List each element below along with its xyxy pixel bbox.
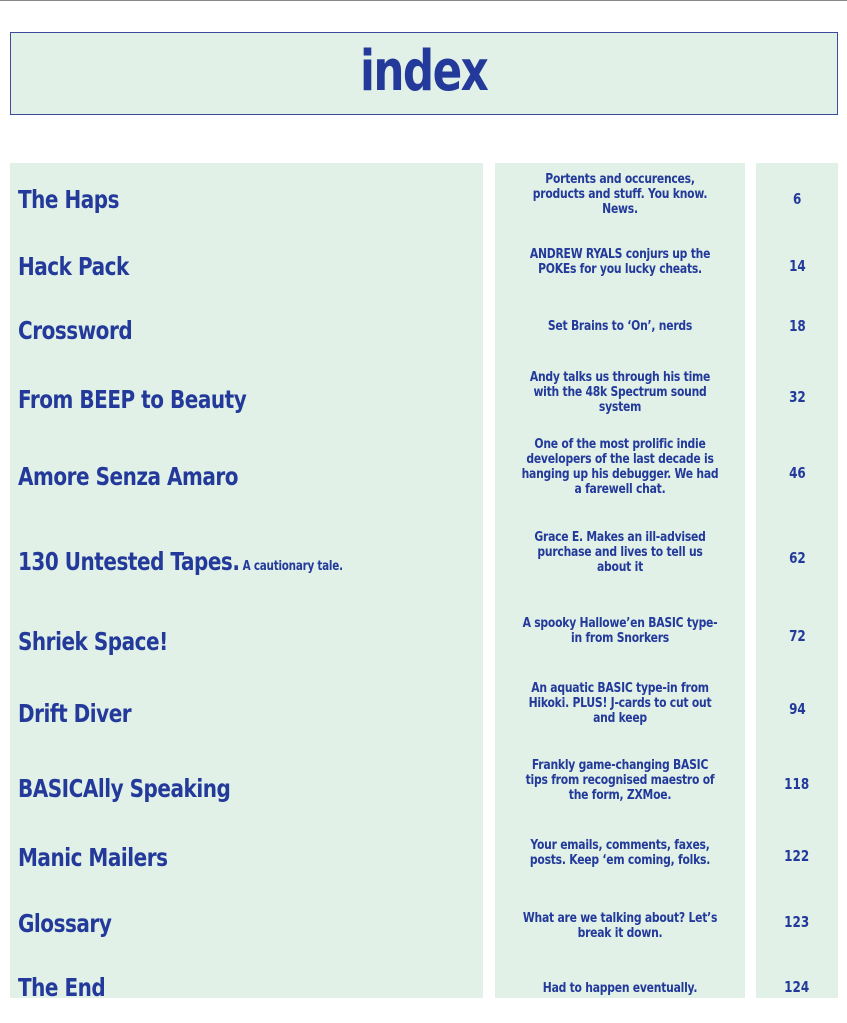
entry-page-number[interactable]: 118 <box>784 775 810 793</box>
entry-description: Had to happen eventually. <box>542 979 698 996</box>
entry-title[interactable]: From BEEP to Beauty <box>18 384 247 414</box>
entry-note: A cautionary tale. <box>242 558 343 574</box>
entry-page-number[interactable]: 94 <box>788 700 806 718</box>
entry-title[interactable]: The Haps <box>18 184 120 214</box>
entry-description: Set Brains to ‘On’, nerds <box>547 317 693 334</box>
entry-title[interactable]: Manic Mailers <box>18 842 168 872</box>
entry-page-number[interactable]: 6 <box>792 190 802 208</box>
entry-title[interactable]: Shriek Space! <box>18 626 168 656</box>
entry-page-number[interactable]: 122 <box>784 847 810 865</box>
pages-column <box>756 163 838 998</box>
entry-title[interactable]: Amore Senza Amaro <box>18 461 239 491</box>
top-rule <box>0 0 847 1</box>
entry-description: One of the most prolific indie developers of the last decade is hanging up his debugger. We had a farewell chat. <box>521 436 719 497</box>
titles-column <box>10 163 483 1002</box>
descriptions-column <box>495 163 745 998</box>
entry-description: ANDREW RYALS conjurs up the POKEs for you lucky cheats. <box>529 246 711 277</box>
index-header <box>10 32 838 115</box>
entry-title[interactable]: Hack Pack <box>18 251 129 281</box>
entry-title[interactable]: Glossary <box>18 908 112 938</box>
entry-description: Frankly game-changing BASIC tips from recognised maestro of the form, ZXMoe. <box>525 756 715 803</box>
entry-page-number[interactable]: 32 <box>788 388 806 406</box>
entry-page-number[interactable]: 72 <box>788 627 806 645</box>
entry-title[interactable]: BASICAlly Speaking <box>18 773 231 803</box>
entry-page-number[interactable]: 124 <box>784 978 810 996</box>
entry-page-number[interactable]: 14 <box>788 257 806 275</box>
entry-description: An aquatic BASIC type-in from Hikoki. PLUS! J-cards to cut out and keep <box>528 679 712 726</box>
entry-title[interactable]: Crossword <box>18 315 133 345</box>
entry-page-number[interactable]: 123 <box>784 913 810 931</box>
entry-description: Your emails, comments, faxes, posts. Keep ‘em coming, folks. <box>529 837 711 868</box>
entry-page-number[interactable]: 62 <box>788 549 806 567</box>
entry-title[interactable]: 130 Untested Tapes. A cautionary tale. <box>18 546 343 576</box>
entry-page-number[interactable]: 46 <box>788 464 806 482</box>
entry-description: What are we talking about? Let’s break it down. <box>522 910 718 941</box>
entry-description: Portents and occurences, products and stuff. You know. News. <box>532 170 708 217</box>
page-title: index <box>360 38 488 104</box>
entry-title[interactable]: The End <box>18 972 106 1002</box>
entry-description: Andy talks us through his time with the 48k Spectrum sound system <box>529 368 711 415</box>
entry-description: A spooky Hallowe’en BASIC type-in from Snorkers <box>522 615 718 646</box>
entry-description: Grace E. Makes an ill-advised purchase and lives to tell us about it <box>534 528 706 575</box>
entry-page-number[interactable]: 18 <box>788 317 806 335</box>
entry-title[interactable]: Drift Diver <box>18 698 132 728</box>
